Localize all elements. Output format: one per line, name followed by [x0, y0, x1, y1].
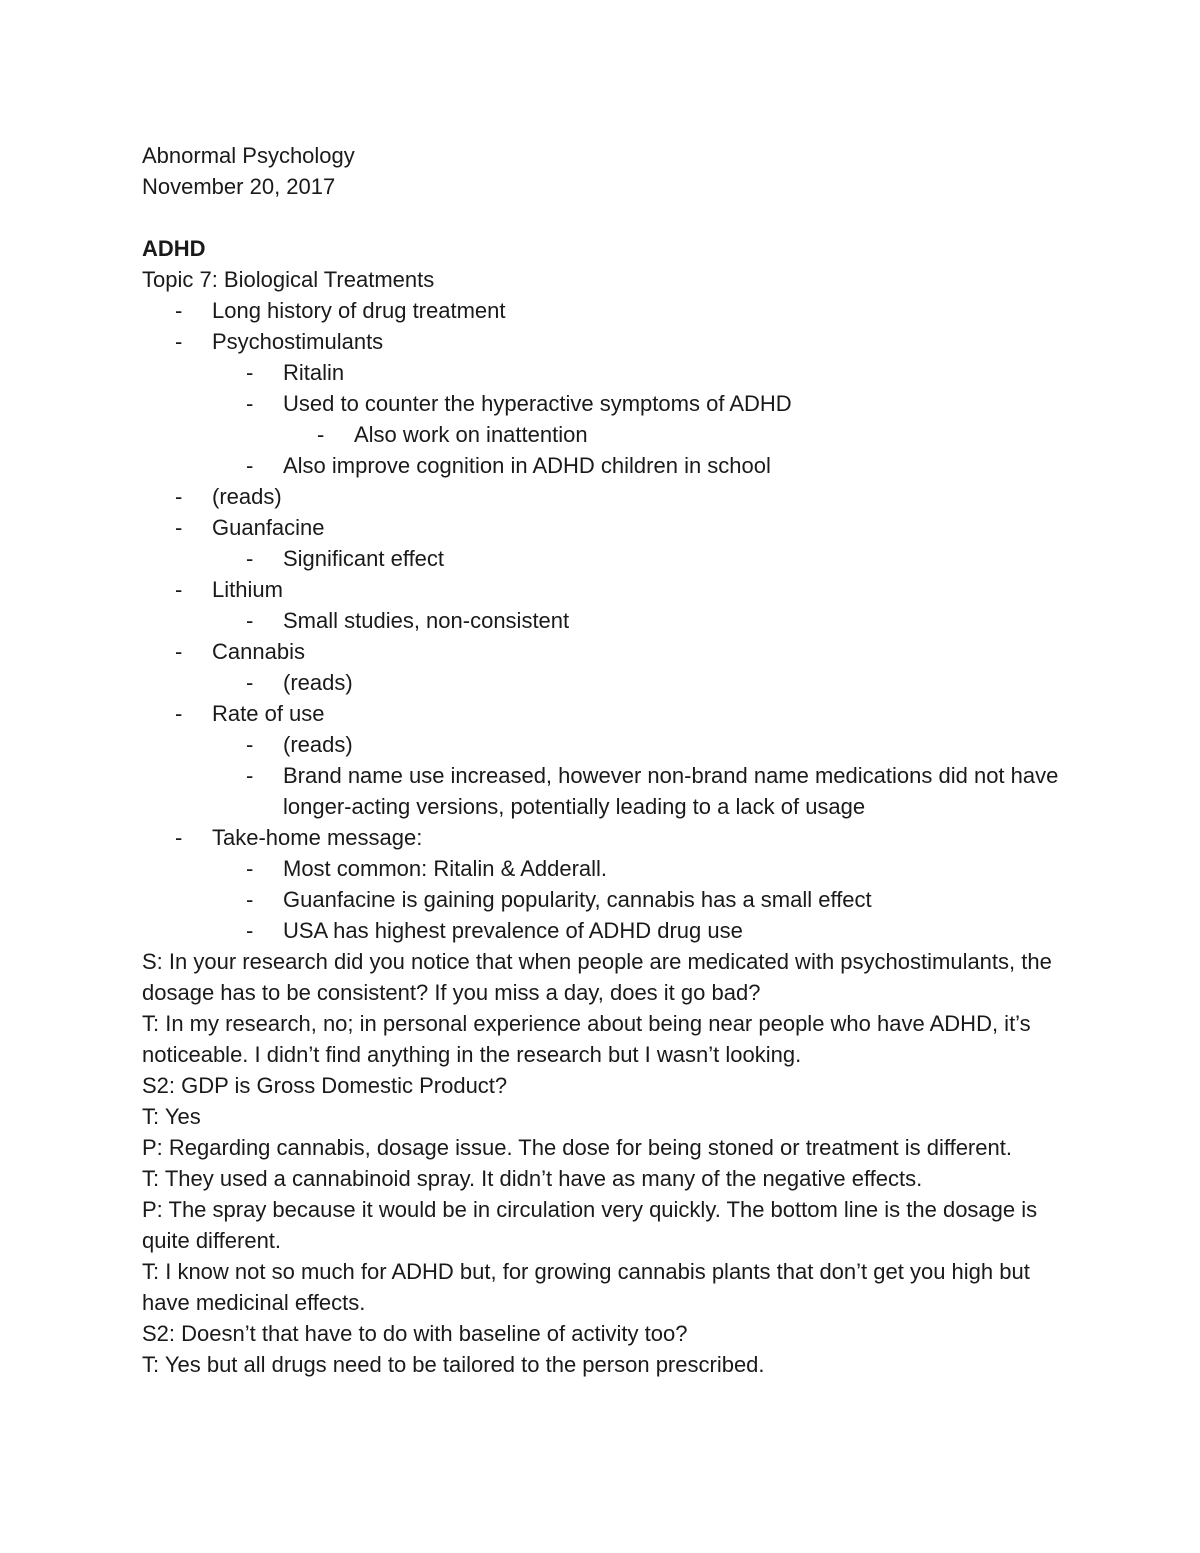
bullet-text: Psychostimulants — [212, 329, 384, 354]
dialogue-line: T: Yes but all drugs need to be tailored to the person prescribed. — [142, 1352, 765, 1377]
bullet-item — [142, 636, 1072, 667]
dialogue-line: T: Yes — [142, 1104, 201, 1129]
bullet-dash: - — [175, 825, 183, 850]
bullet-dash: - — [175, 515, 183, 540]
dialogue-line: P: Regarding cannabis, dosage issue. The dose for being stoned or treatment is different. — [142, 1135, 1012, 1160]
bullet-item — [213, 543, 1072, 574]
bullet-dash: - — [175, 484, 183, 509]
bullet-text: Take-home message: — [212, 825, 423, 850]
bullet-text: Ritalin — [283, 360, 345, 385]
bullet-text: Also work on inattention — [354, 422, 588, 447]
bullet-text: Guanfacine — [212, 515, 325, 540]
bullet-text: (reads) — [283, 732, 353, 757]
bullet-text: Used to counter the hyperactive symptoms of ADHD — [283, 391, 792, 416]
dialogue-line: T: They used a cannabinoid spray. It didn’t have as many of the negative effects. — [142, 1166, 923, 1191]
bullet-item — [213, 357, 1072, 388]
bullet-item — [213, 760, 1072, 822]
dialogue-line: S2: GDP is Gross Domestic Product? — [142, 1073, 508, 1098]
bullet-dash: - — [246, 918, 254, 943]
bullet-item — [213, 884, 1072, 915]
bullet-dash: - — [175, 298, 183, 323]
bullet-dash: - — [246, 670, 254, 695]
bullet-text: Also improve cognition in ADHD children in school — [283, 453, 771, 478]
bullet-dash: - — [246, 763, 254, 788]
bullet-text: Lithium — [212, 577, 283, 602]
bullet-text: Rate of use — [212, 701, 325, 726]
dialogue-line: P: The spray because it would be in circulation very quickly. The bottom line is the dosage is quite different. — [142, 1197, 1044, 1253]
bullet-dash: - — [175, 701, 183, 726]
bullet-item — [142, 574, 1072, 605]
bullet-dash: - — [246, 360, 254, 385]
bullet-dash: - — [246, 887, 254, 912]
dialogue-line: S: In your research did you notice that when people are medicated with psychostimulants, the dosage has to be consistent? If you miss a day, does it go bad? — [142, 949, 1058, 1005]
bullet-item — [142, 698, 1072, 729]
bullet-dash: - — [246, 546, 254, 571]
bullet-text: Small studies, non-consistent — [283, 608, 570, 633]
dialogue-line: T: In my research, no; in personal experience about being near people who have ADHD, it’s noticeable. I didn’t find anything in the research but I wasn’t looking. — [142, 1011, 1037, 1067]
dialogue-line: T: I know not so much for ADHD but, for growing cannabis plants that don’t get you high but have medicinal effects. — [142, 1259, 1036, 1315]
bullet-item — [213, 667, 1072, 698]
blank-line — [142, 202, 1072, 233]
bullet-item — [213, 388, 1072, 419]
bullet-item — [213, 853, 1072, 884]
bullet-dash: - — [246, 391, 254, 416]
topic-line: Topic 7: Biological Treatments — [142, 267, 435, 292]
bullet-item — [213, 729, 1072, 760]
bullet-dash: - — [246, 732, 254, 757]
bullet-item — [142, 512, 1072, 543]
bullet-item — [213, 450, 1072, 481]
bullet-item — [213, 605, 1072, 636]
course-title: Abnormal Psychology — [142, 143, 355, 168]
bullet-item — [142, 326, 1072, 357]
bullet-text: Significant effect — [283, 546, 445, 571]
bullet-dash: - — [175, 329, 183, 354]
bullet-dash: - — [246, 856, 254, 881]
bullet-text: Most common: Ritalin & Adderall. — [283, 856, 608, 881]
bullet-text: Brand name use increased, however non-brand name medications did not have longer-acting versions, potentially leading to a lack of usage — [283, 763, 1065, 819]
lecture-date: November 20, 2017 — [142, 174, 336, 199]
bullet-dash: - — [317, 422, 325, 447]
bullet-dash: - — [175, 577, 183, 602]
dialogue-line: S2: Doesn’t that have to do with baseline of activity too? — [142, 1321, 688, 1346]
bullet-text: (reads) — [212, 484, 282, 509]
section-heading: ADHD — [142, 236, 206, 261]
dialogue-list — [142, 946, 1072, 1380]
bullet-text: (reads) — [283, 670, 353, 695]
bullet-dash: - — [246, 453, 254, 478]
bullet-item — [213, 915, 1072, 946]
bullet-dash: - — [175, 639, 183, 664]
bullet-text: Guanfacine is gaining popularity, cannabis has a small effect — [283, 887, 872, 912]
bullet-item — [284, 419, 1072, 450]
bullet-item — [142, 295, 1072, 326]
bullet-dash: - — [246, 608, 254, 633]
bullet-item — [142, 822, 1072, 853]
bullet-list — [142, 295, 1072, 946]
bullet-item — [142, 481, 1072, 512]
bullet-text: Cannabis — [212, 639, 305, 664]
bullet-text: Long history of drug treatment — [212, 298, 506, 323]
bullet-text: USA has highest prevalence of ADHD drug use — [283, 918, 743, 943]
document-page — [142, 140, 1072, 1380]
